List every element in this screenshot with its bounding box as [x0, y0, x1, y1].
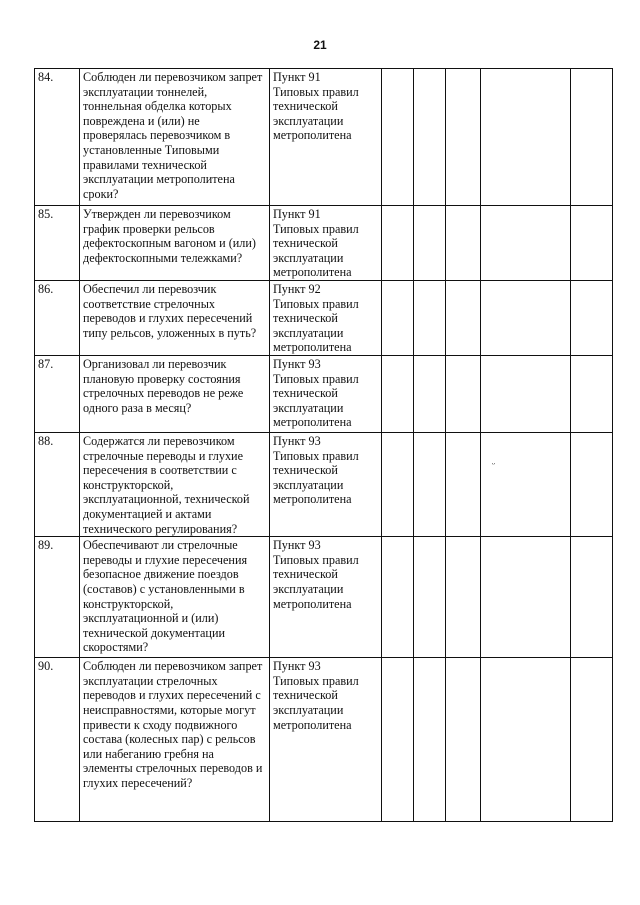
answer-no-cell [414, 433, 446, 537]
reference-line: Пункт 93 [273, 357, 321, 371]
notes-cell [481, 537, 571, 658]
extra-cell [571, 206, 613, 281]
answer-yes-cell [382, 206, 414, 281]
question-text: Соблюден ли перевозчиком запрет эксплуатации тоннелей, тоннельная обделка которых повреждена и (или) не проверялась перевозчиком в установленные Типовыми правилами технической эксплуатации метрополитена сроки? [80, 69, 270, 206]
extra-cell [571, 69, 613, 206]
requirement-reference [270, 356, 382, 433]
notes-cell [481, 356, 571, 433]
answer-na-cell [446, 433, 481, 537]
table-row [35, 433, 613, 537]
reference-line: Пункт 91 [273, 207, 321, 221]
row-number: 85. [35, 206, 80, 281]
answer-na-cell [446, 356, 481, 433]
reference-line: Пункт 93 [273, 434, 321, 448]
extra-cell [571, 537, 613, 658]
reference-line: технической [273, 99, 338, 114]
notes-cell [481, 433, 571, 537]
reference-line: технической [273, 567, 338, 582]
row-number: 87. [35, 356, 80, 433]
answer-no-cell [414, 356, 446, 433]
table-row [35, 206, 613, 281]
reference-line: Пункт 91 [273, 70, 321, 84]
question-text: Обеспечил ли перевозчик соответствие стрелочных переводов и глухих пересечений типу рельсов, уложенных в путь? [80, 281, 270, 356]
requirement-reference [270, 206, 382, 281]
reference-line: технической [273, 386, 338, 401]
answer-no-cell [414, 281, 446, 356]
extra-cell [571, 658, 613, 822]
reference-line: технической [273, 688, 338, 703]
answer-yes-cell [382, 281, 414, 356]
checklist-table [34, 68, 613, 822]
reference-line: метрополитена [273, 265, 352, 280]
requirement-reference [270, 281, 382, 356]
reference-line: эксплуатации [273, 113, 344, 128]
answer-yes-cell [382, 69, 414, 206]
answer-yes-cell [382, 658, 414, 822]
reference-line: метрополитена [273, 717, 352, 732]
reference-line: эксплуатации [273, 250, 344, 265]
reference-line: эксплуатации [273, 400, 344, 415]
reference-line: эксплуатации [273, 702, 344, 717]
reference-line: эксплуатации [273, 325, 344, 340]
page-number: 21 [313, 38, 327, 52]
reference-line: Типовых правил [273, 673, 359, 688]
answer-no-cell [414, 658, 446, 822]
reference-line: эксплуатации [273, 477, 344, 492]
question-text: Утвержден ли перевозчиком график проверки рельсов дефектоскопным вагоном и (или) дефектоскопными тележками? [80, 206, 270, 281]
answer-na-cell [446, 658, 481, 822]
reference-line: технической [273, 236, 338, 251]
answer-no-cell [414, 206, 446, 281]
reference-line: Пункт 92 [273, 282, 321, 296]
extra-cell [571, 356, 613, 433]
reference-line: технической [273, 311, 338, 326]
extra-cell [571, 281, 613, 356]
table-row [35, 69, 613, 206]
pen-mark: ᵕ [492, 459, 495, 470]
reference-line: метрополитена [273, 492, 352, 507]
reference-line: Пункт 93 [273, 538, 321, 553]
requirement-reference [270, 537, 382, 658]
answer-na-cell [446, 537, 481, 658]
requirement-reference [270, 69, 382, 206]
requirement-reference [270, 658, 382, 822]
reference-line: метрополитена [273, 128, 352, 143]
notes-cell [481, 281, 571, 356]
question-text: Организовал ли перевозчик плановую проверку состояния стрелочных переводов не реже одного раза в месяц? [80, 356, 270, 433]
table-row [35, 537, 613, 658]
reference-line: Типовых правил [273, 296, 359, 311]
answer-no-cell [414, 69, 446, 206]
question-text: Содержатся ли перевозчиком стрелочные переводы и глухие пересечения в соответствии с конструкторской, эксплуатационной, технической документацией и актами технического регулирования? [80, 433, 270, 537]
notes-cell [481, 206, 571, 281]
reference-line: Типовых правил [273, 371, 359, 386]
reference-line: метрополитена [273, 340, 352, 355]
table-row [35, 658, 613, 822]
reference-line: Типовых правил [273, 84, 359, 99]
answer-na-cell [446, 281, 481, 356]
table-row [35, 281, 613, 356]
table-row [35, 356, 613, 433]
row-number: 90. [35, 658, 80, 822]
row-number: 86. [35, 281, 80, 356]
answer-yes-cell [382, 537, 414, 658]
reference-line: эксплуатации [273, 581, 344, 596]
reference-line: Типовых правил [273, 552, 359, 567]
notes-cell [481, 69, 571, 206]
row-number: 89. [35, 537, 80, 658]
reference-line: метрополитена [273, 596, 352, 611]
question-text: Обеспечивают ли стрелочные переводы и глухие пересечения безопасное движение поездов (составов) с установленными в конструкторской, эксплуатационной и (или) технической документации скоростями? [80, 537, 270, 658]
answer-na-cell [446, 69, 481, 206]
extra-cell [571, 433, 613, 537]
reference-line: Типовых правил [273, 221, 359, 236]
row-number: 88. [35, 433, 80, 537]
answer-yes-cell [382, 433, 414, 537]
reference-line: метрополитена [273, 415, 352, 430]
answer-no-cell [414, 537, 446, 658]
requirement-reference [270, 433, 382, 537]
question-text: Соблюден ли перевозчиком запрет эксплуатации стрелочных переводов и глухих пересечений с неисправностями, которые могут привести к сходу подвижного состава (колесных пар) с рельсов или набеганию гребня на элементы стрелочных переводов и глухих пересечений? [80, 658, 270, 822]
answer-na-cell [446, 206, 481, 281]
answer-yes-cell [382, 356, 414, 433]
row-number: 84. [35, 69, 80, 206]
reference-line: Пункт 93 [273, 659, 321, 674]
notes-cell [481, 658, 571, 822]
reference-line: Типовых правил [273, 448, 359, 463]
reference-line: технической [273, 463, 338, 478]
